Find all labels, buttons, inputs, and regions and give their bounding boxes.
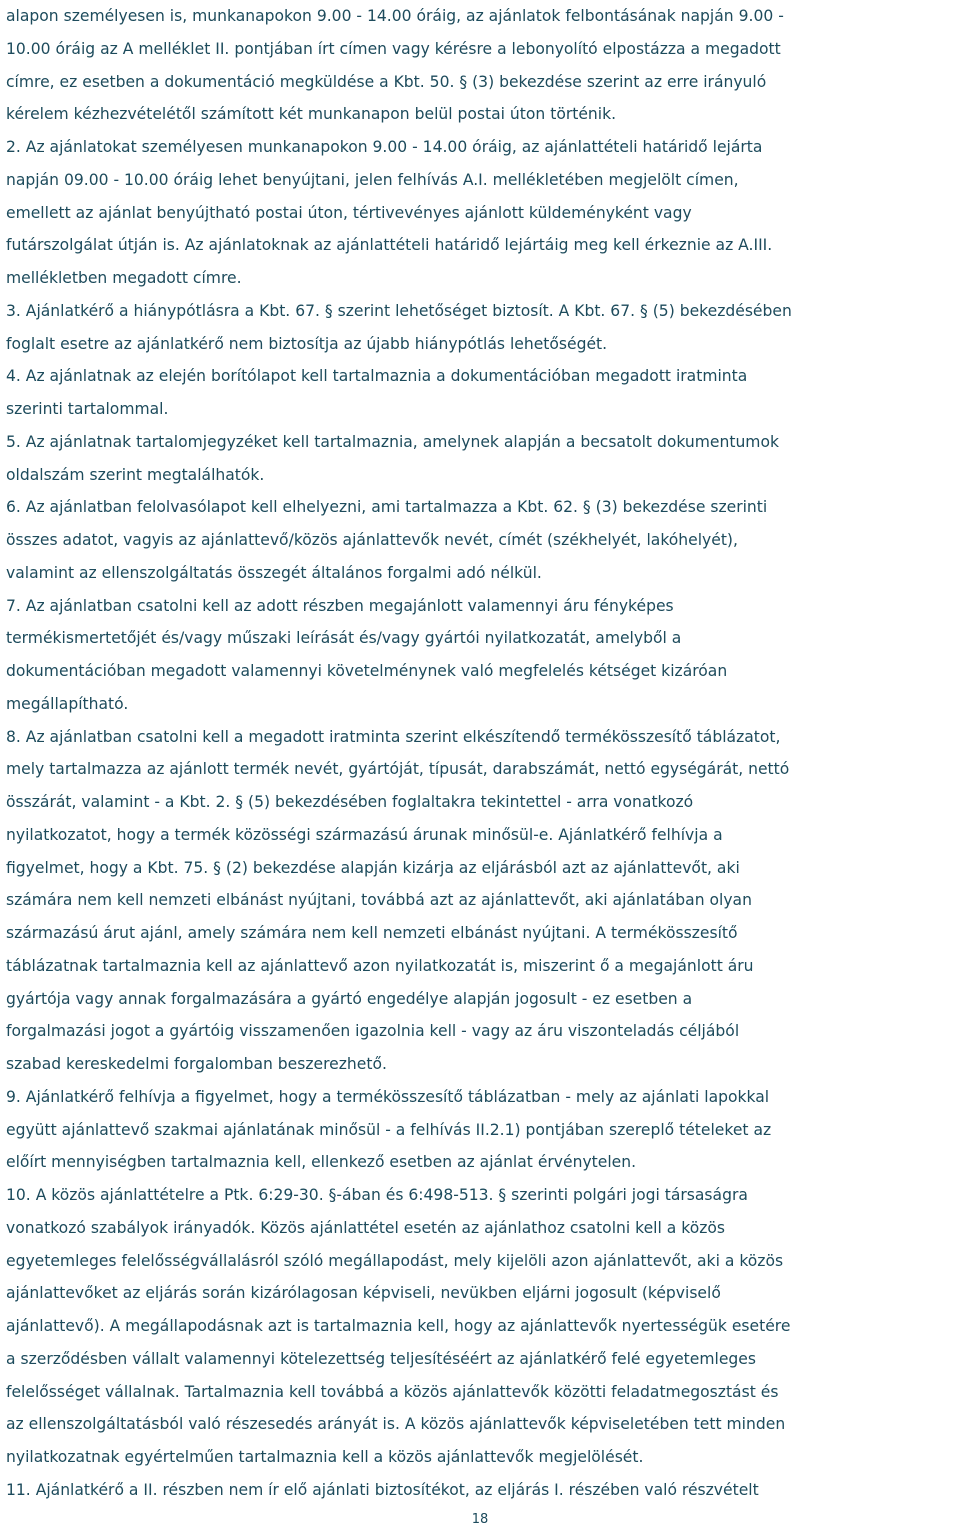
- text-line: táblázatnak tartalmaznia kell az ajánlattevő azon nyilatkozatát is, miszerint ő a megajánlott áru: [6, 956, 754, 975]
- text-line: futárszolgálat útján is. Az ajánlatoknak az ajánlattételi határidő lejártáig meg kell érkeznie az A.III.: [6, 236, 773, 255]
- text-line: ajánlattevőket az eljárás során kizárólagosan képviseli, nevükben eljárni jogosult (képviselő: [6, 1284, 721, 1303]
- text-line: 9. Ajánlatkérő felhívja a figyelmet, hogy a termékösszesítő táblázatban - mely az ajánlati lapokkal: [6, 1087, 770, 1106]
- text-line: mely tartalmazza az ajánlott termék nevét, gyártóját, típusát, darabszámát, nettó egységárát, nettó: [6, 760, 790, 779]
- text-line: 11. Ajánlatkérő a II. részben nem ír elő ajánlati biztosítékot, az eljárás I. részében való részvételt: [6, 1480, 759, 1499]
- text-line: címre, ez esetben a dokumentáció megküldése a Kbt. 50. § (3) bekezdése szerint az erre irányuló: [6, 72, 767, 91]
- text-line: 3. Ajánlatkérő a hiánypótlásra a Kbt. 67. § szerint lehetőséget biztosít. A Kbt. 67. § (5) bekezdésében: [6, 301, 792, 320]
- text-line: vonatkozó szabályok irányadók. Közös ajánlattétel esetén az ajánlathoz csatolni kell a közös: [6, 1218, 726, 1237]
- text-line: együtt ajánlattevő szakmai ajánlatának minősül - a felhívás II.2.1) pontjában szereplő tételeket az: [6, 1120, 772, 1139]
- text-line: kérelem kézhezvételétől számított két munkanapon belül postai úton történik.: [6, 105, 617, 124]
- text-line: 2. Az ajánlatokat személyesen munkanapokon 9.00 - 14.00 óráig, az ajánlattételi határidő lejárta: [6, 138, 763, 156]
- text-line: alapon személyesen is, munkanapokon 9.00 - 14.00 óráig, az ajánlatok felbontásának napján 9.00 -: [6, 7, 784, 25]
- text-line: 7. Az ajánlatban csatolni kell az adott részben megajánlott valamennyi áru fényképes: [6, 596, 674, 615]
- text-line: nyilatkozatnak egyértelműen tartalmaznia kell a közös ajánlattevők megjelölését.: [6, 1448, 644, 1466]
- body-text: [6, 0, 958, 1507]
- text-line: 10. A közös ajánlattételre a Ptk. 6:29-30. §-ában és 6:498-513. § szerinti polgári jogi társaságra: [6, 1186, 748, 1204]
- text-line: forgalmazási jogot a gyártóig visszamenően igazolnia kell - vagy az áru viszonteladás céljából: [6, 1022, 740, 1041]
- text-line: figyelmet, hogy a Kbt. 75. § (2) bekezdése alapján kizárja az eljárásból azt az ajánlattevőt, aki: [6, 858, 740, 877]
- text-line: származású árut ajánl, amely számára nem kell nemzeti elbánást nyújtani. A termékösszesítő: [6, 924, 738, 942]
- page-number: 18: [471, 1512, 489, 1527]
- text-line: összárát, valamint - a Kbt. 2. § (5) bekezdésében foglaltakra tekintettel - arra vonatkozó: [6, 793, 694, 811]
- text-line: oldalszám szerint megtalálhatók.: [6, 465, 265, 484]
- text-line: nyilatkozatot, hogy a termék közösségi származású árunak minősül-e. Ajánlatkérő felhívja a: [6, 825, 723, 844]
- text-line: ajánlattevő). A megállapodásnak azt is tartalmaznia kell, hogy az ajánlattevők nyertességük esetére: [6, 1317, 791, 1335]
- text-line: termékismertetőjét és/vagy műszaki leírását és/vagy gyártói nyilatkozatát, amelyből a: [6, 629, 682, 648]
- text-line: egyetemleges felelősségvállalásról szóló megállapodást, mely kijelöli azon ajánlattevőt, aki a közös: [6, 1251, 784, 1270]
- text-line: az ellenszolgáltatásból való részesedés arányát is. A közös ajánlattevők képviseletében tett minden: [6, 1415, 786, 1434]
- text-line: összes adatot, vagyis az ajánlattevő/közös ajánlattevők nevét, címét (székhelyét, lakóhelyét),: [6, 531, 738, 549]
- text-line: előírt mennyiségben tartalmaznia kell, ellenkező esetben az ajánlat érvénytelen.: [6, 1153, 637, 1172]
- text-line: foglalt esetre az ajánlatkérő nem biztosítja az újabb hiánypótlás lehetőségét.: [6, 334, 608, 353]
- text-line: felelősséget vállalnak. Tartalmaznia kell továbbá a közös ajánlattevők közötti feladatmegosztást és: [6, 1382, 779, 1401]
- text-line: mellékletben megadott címre.: [6, 269, 242, 287]
- text-line: szabad kereskedelmi forgalomban beszerezhető.: [6, 1055, 387, 1073]
- text-line: 4. Az ajánlatnak az elején borítólapot kell tartalmaznia a dokumentációban megadott iratminta: [6, 367, 748, 386]
- text-line: emellett az ajánlat benyújtható postai úton, tértivevényes ajánlott küldeményként vagy: [6, 203, 692, 222]
- text-line: 5. Az ajánlatnak tartalomjegyzéket kell tartalmaznia, amelynek alapján a becsatolt dokumentumok: [6, 432, 779, 451]
- text-line: 10.00 óráig az A melléklet II. pontjában írt címen vagy kérésre a lebonyolító elpostázza a megadott: [6, 39, 781, 58]
- text-line: megállapítható.: [6, 694, 129, 713]
- text-line: számára nem kell nemzeti elbánást nyújtani, továbbá azt az ajánlattevőt, aki ajánlatában olyan: [6, 891, 752, 910]
- text-line: 6. Az ajánlatban felolvasólapot kell elhelyezni, ami tartalmazza a Kbt. 62. § (3) bekezdése szerinti: [6, 498, 768, 517]
- text-line: valamint az ellenszolgáltatás összegét általános forgalmi adó nélkül.: [6, 563, 542, 582]
- text-line: dokumentációban megadott valamennyi követelménynek való megfelelés kétséget kizáróan: [6, 662, 728, 680]
- text-line: gyártója vagy annak forgalmazására a gyártó engedélye alapján jogosult - ez esetben a: [6, 989, 693, 1008]
- text-line: a szerződésben vállalt valamennyi kötelezettség teljesítéséért az ajánlatkérő felé egyetemleges: [6, 1349, 756, 1368]
- text-line: 8. Az ajánlatban csatolni kell a megadott iratminta szerint elkészítendő termékösszesítő táblázatot,: [6, 727, 781, 746]
- text-line: napján 09.00 - 10.00 óráig lehet benyújtani, jelen felhívás A.I. mellékletében megjelölt címen,: [6, 170, 739, 189]
- text-line: szerinti tartalommal.: [6, 400, 169, 418]
